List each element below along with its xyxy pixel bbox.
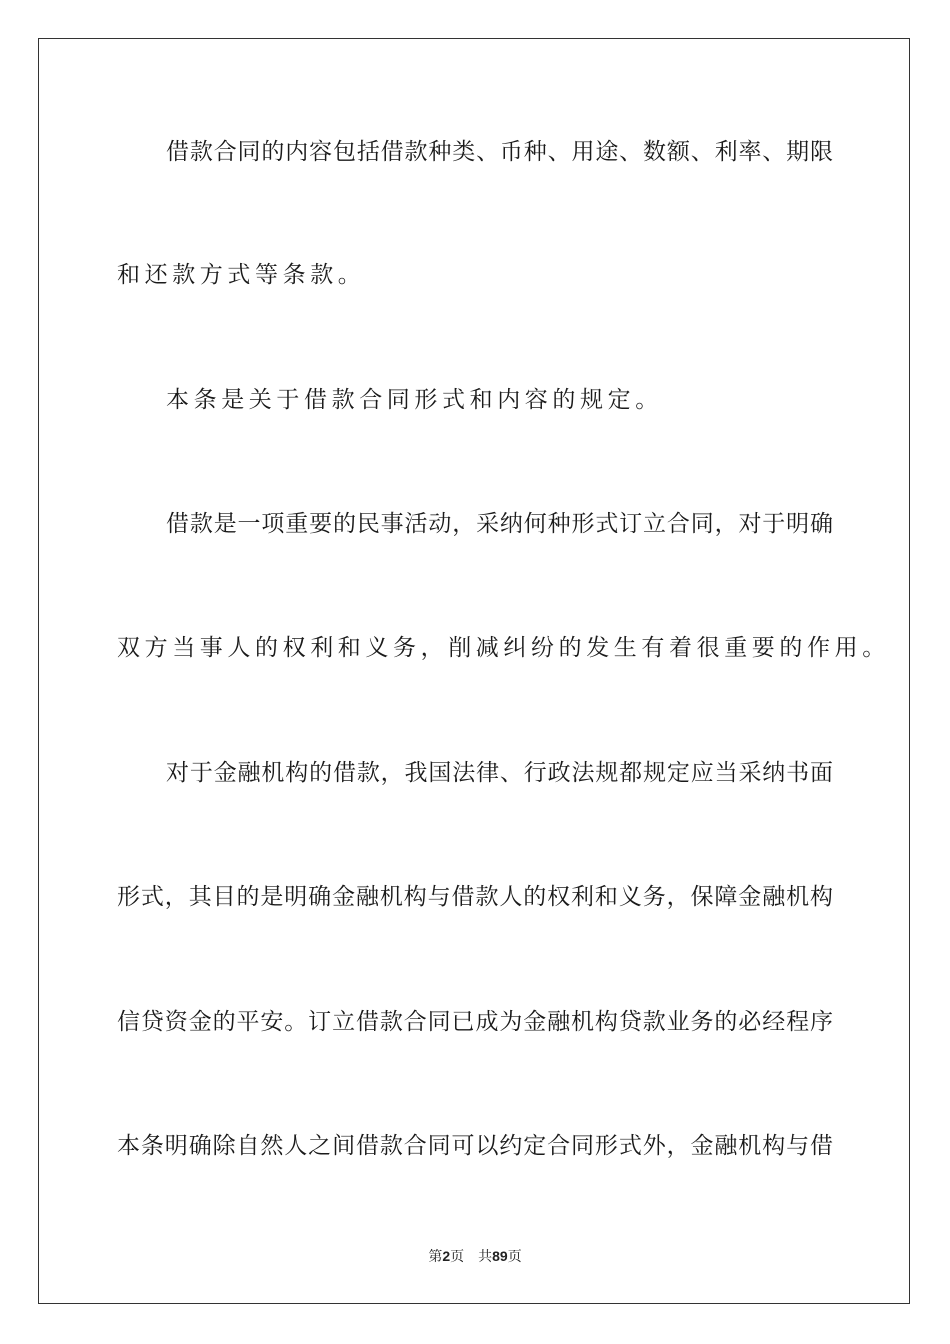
paragraph-line: 双方当事人的权利和义务，削减纠纷的发生有着很重要的作用。 (117, 635, 890, 661)
page-frame (38, 38, 910, 1304)
paragraph-line: 信贷资金的平安。订立借款合同已成为金融机构贷款业务的必经程序 (117, 1009, 833, 1035)
total-prefix: 共 (478, 1249, 493, 1265)
page-prefix: 第 (428, 1249, 443, 1265)
total-pages: 89 (492, 1248, 508, 1264)
paragraph-line: 形式，其目的是明确金融机构与借款人的权利和义务，保障金融机构 (117, 884, 833, 910)
paragraph-line: 和还款方式等条款。 (117, 262, 366, 288)
paragraph-line: 本条是关于借款合同形式和内容的规定。 (166, 387, 663, 413)
paragraph-line: 对于金融机构的借款，我国法律、行政法规都规定应当采纳书面 (166, 760, 833, 786)
total-suffix: 页 (507, 1249, 522, 1265)
paragraph-line: 本条明确除自然人之间借款合同可以约定合同形式外，金融机构与借 (117, 1133, 833, 1159)
paragraph-line: 借款是一项重要的民事活动，采纳何种形式订立合同，对于明确 (166, 511, 833, 537)
paragraph-line: 借款合同的内容包括借款种类、币种、用途、数额、利率、期限 (166, 139, 833, 165)
page-footer (0, 1246, 950, 1267)
page-number: 2 (442, 1248, 451, 1264)
page-suffix: 页 (450, 1249, 465, 1265)
